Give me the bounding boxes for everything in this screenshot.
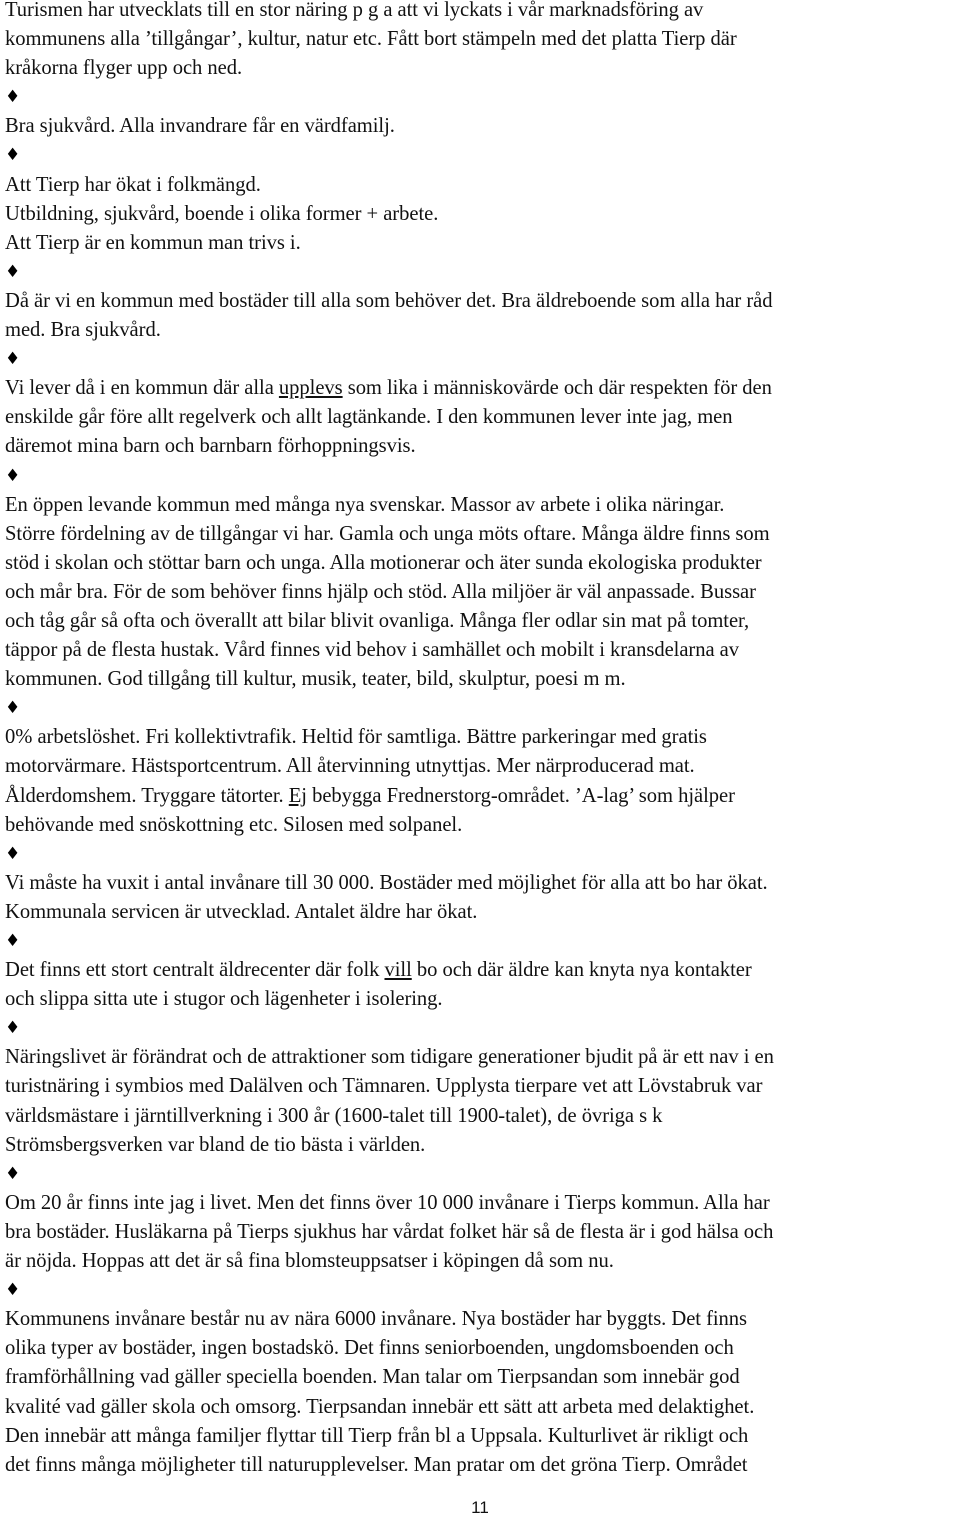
diamond-bullet-icon: ♦ [5,1018,21,1039]
text-line: 0% arbetslöshet. Fri kollektivtrafik. Heltid för samtliga. Bättre parkeringar med gratis [5,726,707,749]
text-line: kråkorna flyger upp och ned. [5,57,243,80]
text-line: Strömsbergsverken var bland de tio bästa i världen. [5,1133,426,1156]
text-line: Näringslivet är förändrat och de attraktioner som tidigare generationer bjudit på är ett nav i en [5,1046,774,1069]
diamond-bullet-icon: ♦ [5,261,21,282]
underlined-word: vill [384,959,412,982]
text-line: En öppen levande kommun med många nya svenskar. Massor av arbete i olika näringar. [5,493,725,516]
text-line: framförhållning vad gäller speciella boenden. Man talar om Tierpsandan som innebär god [5,1366,740,1389]
text-line: stöd i skolan och stöttar barn och unga. Alla motionerar och äter sunda ekologiska produkter [5,551,762,574]
text-line: världsmästare i järntillverkning i 300 år (1600-talet till 1900-talet), de övriga s k [5,1104,663,1127]
diamond-bullet-icon: ♦ [5,1280,21,1301]
diamond-bullet-icon: ♦ [5,698,21,719]
text-line: täppor på de flesta hustak. Vård finnes vid behov i samhället och mobilt i kransdelarna av [5,639,740,662]
underlined-word: upplevs [278,377,343,400]
text-line: Bra sjukvård. Alla invandrare får en värdfamilj. [5,115,395,138]
diamond-bullet-icon: ♦ [5,465,21,486]
text-line [5,782,960,811]
text-line: däremot mina barn och barnbarn förhoppningsvis. [5,435,416,458]
underlined-word: Ej [288,784,307,807]
text-line: Turismen har utvecklats till en stor näring p g a att vi lyckats i vår marknadsföring av [5,0,704,21]
diamond-bullet-icon: ♦ [5,87,21,108]
text-segment: bebygga Frednerstorg-området. ’A-lag’ som hjälper [306,784,735,807]
text-line: enskilde går före allt regelverk och allt lagtänkande. I den kommunen lever inte jag, men [5,406,733,429]
text-line [5,374,960,403]
text-segment: Vi lever då i en kommun där alla [5,377,279,400]
text-line [5,956,960,985]
text-line: behövande med snöskottning etc. Silosen med solpanel. [5,813,463,836]
document-page [5,0,960,1480]
text-line: olika typer av bostäder, ingen bostadskö. Det finns seniorboenden, ungdomsboenden och [5,1337,734,1360]
text-line: Att Tierp är en kommun man trivs i. [5,231,301,254]
text-line: motorvärmare. Hästsportcentrum. All återvinning utnyttjas. Mer närproducerad mat. [5,755,695,778]
text-line: Utbildning, sjukvård, boende i olika former + arbete. [5,202,439,225]
text-line: är nöjda. Hoppas att det är så fina blomsteuppsatser i köpingen då som nu. [5,1250,614,1273]
text-line: kommunen. God tillgång till kultur, musik, teater, bild, skulptur, poesi m m. [5,668,626,691]
text-line: och mår bra. För de som behöver finns hjälp och stöd. Alla miljöer är väl anpassade. Bussar [5,580,756,603]
diamond-bullet-icon: ♦ [5,931,21,951]
text-segment: Ålderdomshem. Tryggare tätorter. [5,784,289,807]
text-line: turistnäring i symbios med Dalälven och Tämnaren. Upplysta tierpare vet att Lövstabruk var [5,1075,763,1098]
text-line: Vi måste ha vuxit i antal invånare till 30 000. Bostäder med möjlighet för alla att bo har ökat. [5,871,768,894]
diamond-bullet-icon: ♦ [5,843,21,864]
text-segment: som lika i människovärde och där respekten för den [342,377,772,400]
text-line: Att Tierp har ökat i folkmängd. [5,173,261,196]
text-line: Kommunala servicen är utvecklad. Antalet äldre har ökat. [5,900,478,923]
text-line: det finns många möjligheter till naturupplevelser. Man pratar om det gröna Tierp. Området [5,1453,748,1476]
text-line: Då är vi en kommun med bostäder till alla som behöver det. Bra äldreboende som alla har råd [5,289,773,312]
page-number: 11 [471,1498,489,1517]
diamond-bullet-icon: ♦ [5,1163,21,1184]
text-line: bra bostäder. Husläkarna på Tierps sjukhus har vårdat folket här så de flesta är i god hälsa och [5,1220,774,1243]
text-line: och slippa sitta ute i stugor och lägenheter i isolering. [5,988,443,1011]
text-line: Om 20 år finns inte jag i livet. Men det finns över 10 000 invånare i Tierps kommun. Alla har [5,1191,770,1214]
text-line: Större fördelning av de tillgångar vi har. Gamla och unga möts oftare. Många äldre finns som [5,522,770,545]
text-line: Kommunens invånare består nu av nära 6000 invånare. Nya bostäder har byggts. Det finns [5,1308,748,1331]
text-segment: bo och där äldre kan knyta nya kontakter [411,959,752,982]
text-line: med. Bra sjukvård. [5,319,161,342]
diamond-bullet-icon: ♦ [5,349,21,370]
text-line: kvalité vad gäller skola och omsorg. Tierpsandan innebär ett sätt att arbeta med delaktighet. [5,1395,755,1418]
text-segment: Det finns ett stort centralt äldrecenter där folk [5,959,385,982]
text-line: kommunens alla ’tillgångar’, kultur, natur etc. Fått bort stämpeln med det platta Tierp där [5,28,737,51]
text-line: och tåg går så ofta och överallt att bilar blivit ovanliga. Många fler odlar sin mat på tomter, [5,609,750,632]
text-line: Den innebär att många familjer flyttar till Tierp från bl a Uppsala. Kulturlivet är rikligt och [5,1424,749,1447]
diamond-bullet-icon: ♦ [5,145,21,166]
